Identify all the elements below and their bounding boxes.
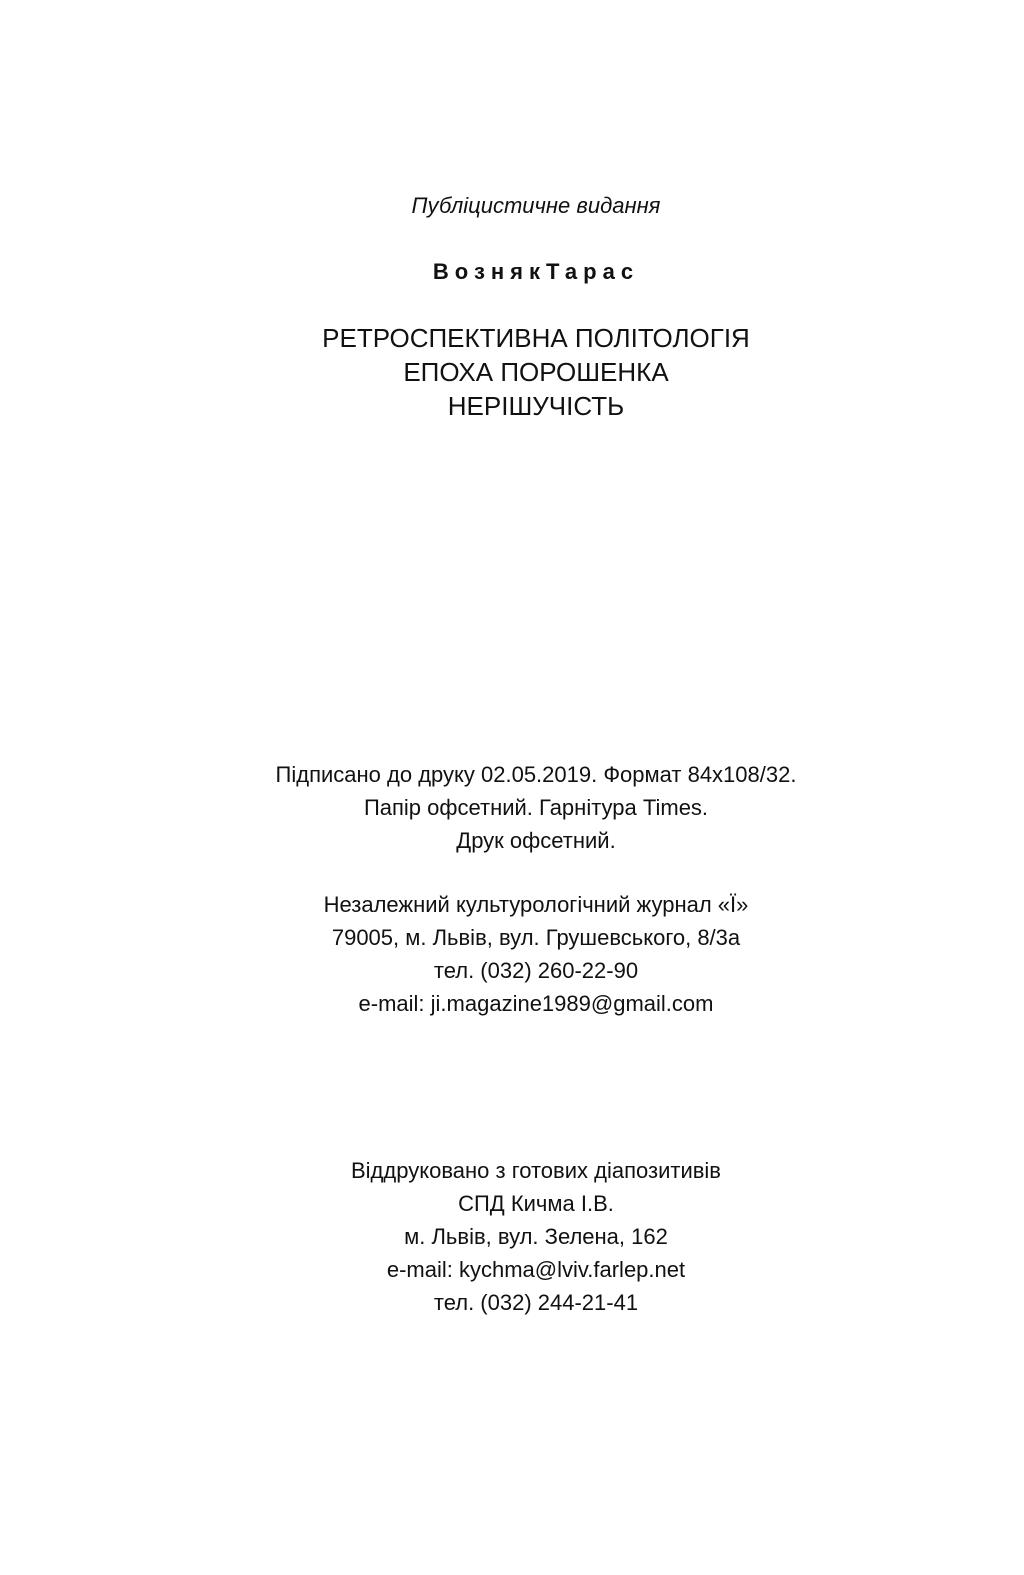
author-text: ВознякТарас: [432, 259, 640, 284]
genre-label: [24, 193, 1024, 219]
printer-line: СПД Кичма І.В.: [458, 1191, 614, 1216]
title-line: ЕПОХА ПОРОШЕНКА: [403, 357, 669, 387]
title-line: РЕТРОСПЕКТИВНА ПОЛІТОЛОГІЯ: [322, 323, 750, 353]
publisher-line: e-mail: ji.magazine1989@gmail.com: [358, 991, 714, 1016]
printer-line: тел. (032) 244-21-41: [433, 1290, 639, 1315]
print-details-line: Підписано до друку 02.05.2019. Формат 84x108/32.: [275, 762, 797, 787]
printer-line: м. Львів, вул. Зелена, 162: [404, 1224, 668, 1249]
printer-line: e-mail: kychma@lviv.farlep.net: [386, 1257, 686, 1282]
printer-line: Віддруковано з готових діапозитивів: [350, 1158, 721, 1183]
print-details: [24, 758, 1024, 857]
print-details-line: Друк офсетний.: [456, 828, 616, 853]
genre-text: Публіцистичне видання: [411, 193, 661, 218]
publisher-line: тел. (032) 260-22-90: [433, 958, 639, 983]
publisher-line: 79005, м. Львів, вул. Грушевського, 8/3а: [331, 925, 741, 950]
printer-info: [24, 1154, 1024, 1319]
book-title: [24, 321, 1024, 423]
title-line: НЕРІШУЧІСТЬ: [447, 391, 625, 421]
author-name: [24, 259, 1024, 285]
publisher-info: [24, 888, 1024, 1020]
publisher-line: Незалежний культурологічний журнал «Ї»: [323, 892, 749, 917]
print-details-line: Папір офсетний. Гарнітура Times.: [363, 795, 709, 820]
